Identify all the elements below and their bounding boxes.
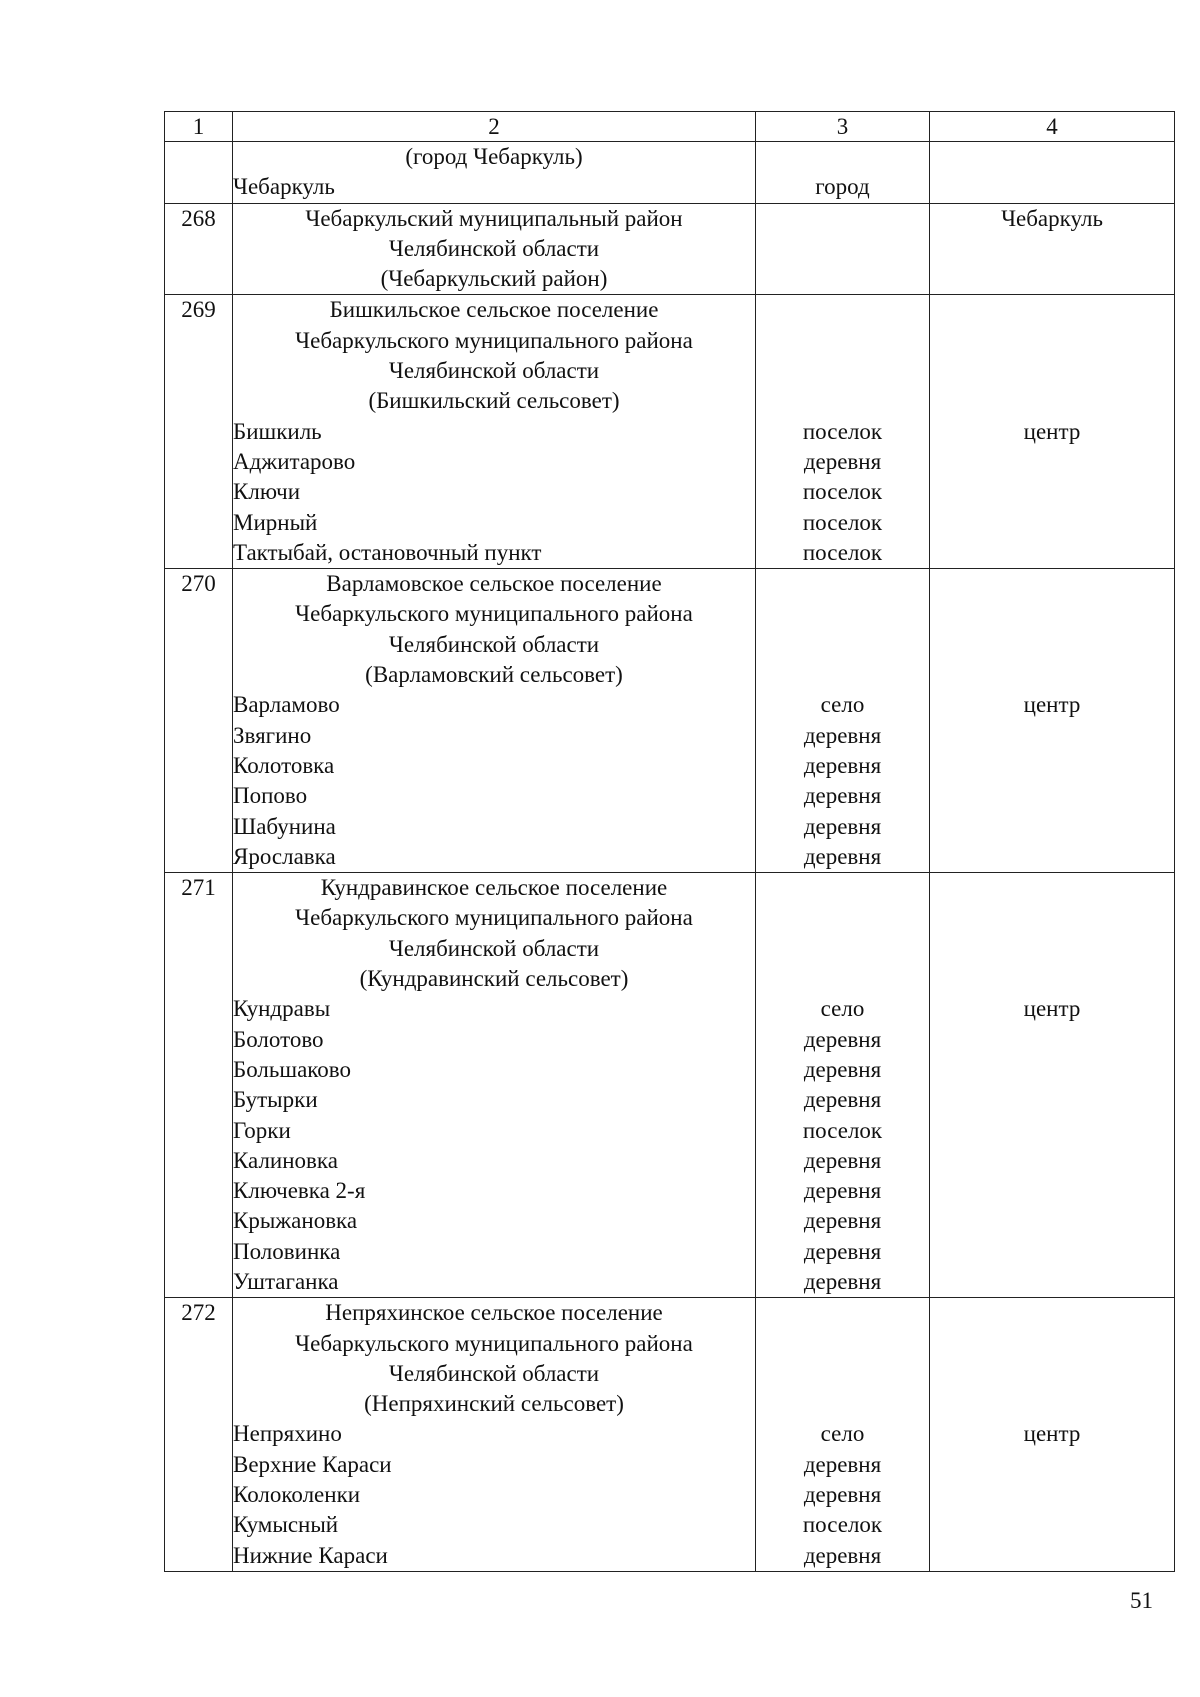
settlement-type [756, 599, 929, 629]
settlement-type: деревня [803, 1178, 882, 1204]
table-row [165, 295, 1175, 569]
settlement-note [930, 142, 1174, 172]
settlements-table [164, 111, 1175, 1572]
table-body [165, 112, 1175, 1572]
settlement-name: Крыжановка [233, 1208, 358, 1234]
row-number: 270 [165, 569, 233, 873]
header-row [165, 112, 1175, 142]
settlement-note [930, 812, 1174, 842]
municipality-name-line: Бишкильское сельское поселение [329, 297, 659, 323]
municipality-name-line: Чебаркульского муниципального района [295, 601, 693, 627]
settlement-type [756, 873, 929, 903]
settlement-type: село [820, 692, 865, 718]
settlement-type [756, 1298, 929, 1328]
settlement-name: Шабунина [233, 813, 336, 839]
settlement-name: Бутырки [233, 1087, 318, 1113]
settlement-type [756, 142, 929, 172]
settlement-type [756, 326, 929, 356]
settlement-note [930, 1480, 1174, 1510]
row-number: 271 [165, 873, 233, 1298]
settlement-note [930, 1359, 1174, 1389]
settlement-name: Болотово [233, 1026, 324, 1052]
settlement-type: деревня [803, 1087, 882, 1113]
settlement-note [930, 1329, 1174, 1359]
settlement-names-cell [233, 142, 756, 204]
settlement-type: деревня [803, 1542, 882, 1568]
settlement-note: Чебаркуль [1001, 205, 1103, 231]
notes-cell [930, 142, 1175, 204]
settlement-name: Калиновка [233, 1147, 338, 1173]
settlement-type: поселок [802, 479, 883, 505]
settlement-type: поселок [802, 1512, 883, 1538]
settlement-type [756, 1359, 929, 1389]
settlement-note [930, 721, 1174, 751]
settlement-note [930, 1510, 1174, 1540]
settlement-type [756, 234, 929, 264]
municipality-name-line: Варламовское сельское поселение [326, 571, 662, 597]
table-row [165, 142, 1175, 204]
settlement-type [756, 630, 929, 660]
settlement-type: деревня [803, 1482, 882, 1508]
settlement-type: город [815, 174, 870, 200]
header-cell-4: 4 [930, 112, 1175, 142]
settlement-note [930, 599, 1174, 629]
settlement-type: деревня [803, 1056, 882, 1082]
settlement-note [930, 538, 1174, 568]
settlement-names-cell [233, 1298, 756, 1572]
settlement-note [930, 264, 1174, 294]
settlement-name: Непряхино [233, 1421, 342, 1447]
settlement-type [756, 204, 929, 234]
row-number: 272 [165, 1298, 233, 1572]
header-cell-2: 2 [233, 112, 756, 142]
settlement-note [930, 386, 1174, 416]
settlement-note [930, 447, 1174, 477]
settlement-type: деревня [803, 752, 882, 778]
settlement-type [756, 386, 929, 416]
settlement-note [930, 569, 1174, 599]
municipality-name-line: (город Чебаркуль) [405, 144, 583, 169]
settlement-note [930, 326, 1174, 356]
municipality-name-line: Челябинской области [388, 1360, 600, 1386]
settlement-types-cell [756, 873, 930, 1298]
settlement-names-cell [233, 295, 756, 569]
settlement-note [930, 295, 1174, 325]
settlement-note [930, 1450, 1174, 1480]
settlement-types-cell [756, 1298, 930, 1572]
settlement-note [930, 1541, 1174, 1571]
notes-cell [930, 569, 1175, 873]
settlement-name: Уштаганка [233, 1268, 339, 1294]
municipality-name-line: Чебаркульского муниципального района [295, 905, 693, 931]
settlement-name: Аджитарово [233, 448, 356, 474]
settlement-note: центр [1023, 692, 1081, 718]
settlement-name: Колоколенки [233, 1482, 361, 1508]
settlement-type: деревня [803, 1451, 882, 1477]
settlement-name: Попово [233, 783, 308, 809]
municipality-name-line: Непряхинское сельское поселение [325, 1300, 663, 1326]
settlement-note [930, 1237, 1174, 1267]
settlement-name: Горки [233, 1117, 291, 1143]
table-row [165, 203, 1175, 295]
settlement-note [930, 1146, 1174, 1176]
settlement-note: центр [1023, 418, 1081, 444]
municipality-name-line: Кундравинское сельское поселение [320, 875, 668, 901]
settlement-name: Тактыбай, остановочный пункт [233, 539, 542, 565]
row-number: 269 [165, 295, 233, 569]
settlement-type: поселок [802, 418, 883, 444]
notes-cell [930, 203, 1175, 295]
settlement-note [930, 356, 1174, 386]
municipality-name-line: Чебаркульского муниципального района [295, 1330, 693, 1356]
header-cell-3: 3 [756, 112, 930, 142]
settlement-types-cell [756, 295, 930, 569]
municipality-name-line: (Чебаркульский район) [380, 266, 608, 292]
settlement-note [930, 934, 1174, 964]
municipality-name-line: (Варламовский сельсовет) [365, 662, 623, 688]
header-cell-1: 1 [165, 112, 233, 142]
settlement-note: центр [1023, 1421, 1081, 1447]
settlement-type [756, 964, 929, 994]
settlement-type: деревня [803, 722, 882, 748]
settlement-type [756, 903, 929, 933]
settlement-note [930, 873, 1174, 903]
settlement-type [756, 660, 929, 690]
settlement-note [930, 903, 1174, 933]
settlement-type: деревня [803, 1026, 882, 1052]
settlement-note [930, 1176, 1174, 1206]
row-number: 268 [165, 203, 233, 295]
settlement-note [930, 1116, 1174, 1146]
settlement-name: Верхние Караси [233, 1451, 392, 1477]
settlement-name: Кундравы [233, 996, 331, 1022]
row-number [165, 142, 233, 204]
settlement-note [930, 630, 1174, 660]
settlement-type [756, 1389, 929, 1419]
settlement-note [930, 964, 1174, 994]
table-row [165, 1298, 1175, 1572]
settlement-type [756, 569, 929, 599]
settlement-note: центр [1023, 996, 1081, 1022]
settlement-name: Половинка [233, 1238, 341, 1264]
municipality-name-line: Челябинской области [388, 935, 600, 961]
settlement-note [930, 508, 1174, 538]
notes-cell [930, 295, 1175, 569]
settlement-note [930, 660, 1174, 690]
table-row [165, 569, 1175, 873]
municipality-name-line: Чебаркульский муниципальный район [305, 205, 683, 231]
settlement-type: деревня [803, 1268, 882, 1294]
settlement-name: Ключевка 2-я [233, 1178, 366, 1204]
settlement-names-cell [233, 203, 756, 295]
settlement-type [756, 934, 929, 964]
municipality-name-line: Чебаркульского муниципального района [295, 327, 693, 353]
settlement-note [930, 1055, 1174, 1085]
settlement-note [930, 1298, 1174, 1328]
municipality-name-line: Челябинской области [388, 358, 600, 384]
settlement-type [756, 295, 929, 325]
municipality-name-line: (Кундравинский сельсовет) [359, 966, 629, 992]
settlement-note [930, 1085, 1174, 1115]
settlement-type: поселок [802, 1117, 883, 1143]
settlement-note [930, 234, 1174, 264]
page-number: 51 [1130, 1588, 1153, 1613]
settlement-type: село [820, 996, 865, 1022]
municipality-name-line: (Непряхинский сельсовет) [364, 1391, 624, 1417]
settlement-note [930, 172, 1174, 202]
settlement-types-cell [756, 142, 930, 204]
notes-cell [930, 873, 1175, 1298]
settlement-types-cell [756, 569, 930, 873]
settlement-note [930, 1267, 1174, 1297]
settlement-type: деревня [803, 1147, 882, 1173]
settlement-note [930, 1206, 1174, 1236]
settlement-type: деревня [803, 843, 882, 869]
settlement-name: Ключи [233, 479, 301, 505]
settlement-type: деревня [803, 1238, 882, 1264]
settlement-names-cell [233, 569, 756, 873]
notes-cell [930, 1298, 1175, 1572]
table-row [165, 873, 1175, 1298]
settlement-name: Большаково [233, 1056, 351, 1082]
settlement-name: Ярославка [233, 843, 336, 869]
settlement-name: Чебаркуль [233, 174, 335, 200]
settlement-type: деревня [803, 448, 882, 474]
settlement-name: Бишкиль [233, 418, 322, 444]
settlement-name: Звягино [233, 722, 312, 748]
settlement-type: деревня [803, 1208, 882, 1234]
settlement-type [756, 264, 929, 294]
settlement-type [756, 1329, 929, 1359]
settlement-type: поселок [802, 539, 883, 565]
settlement-name: Колотовка [233, 752, 335, 778]
settlement-note [930, 1389, 1174, 1419]
settlement-name: Мирный [233, 509, 318, 535]
settlement-type: деревня [803, 813, 882, 839]
municipality-name-line: Челябинской области [388, 235, 600, 261]
settlement-type: село [820, 1421, 865, 1447]
settlement-type: поселок [802, 509, 883, 535]
settlement-name: Нижние Караси [233, 1542, 388, 1568]
settlement-names-cell [233, 873, 756, 1298]
settlement-type [756, 356, 929, 386]
settlement-name: Кумысный [233, 1512, 339, 1538]
settlement-note [930, 842, 1174, 872]
settlement-note [930, 1025, 1174, 1055]
municipality-name-line: (Бишкильский сельсовет) [368, 388, 620, 414]
settlement-note [930, 477, 1174, 507]
settlement-note [930, 751, 1174, 781]
municipality-name-line: Челябинской области [388, 631, 600, 657]
settlement-types-cell [756, 203, 930, 295]
settlement-type: деревня [803, 783, 882, 809]
settlement-name: Варламово [233, 692, 340, 718]
settlement-note [930, 781, 1174, 811]
